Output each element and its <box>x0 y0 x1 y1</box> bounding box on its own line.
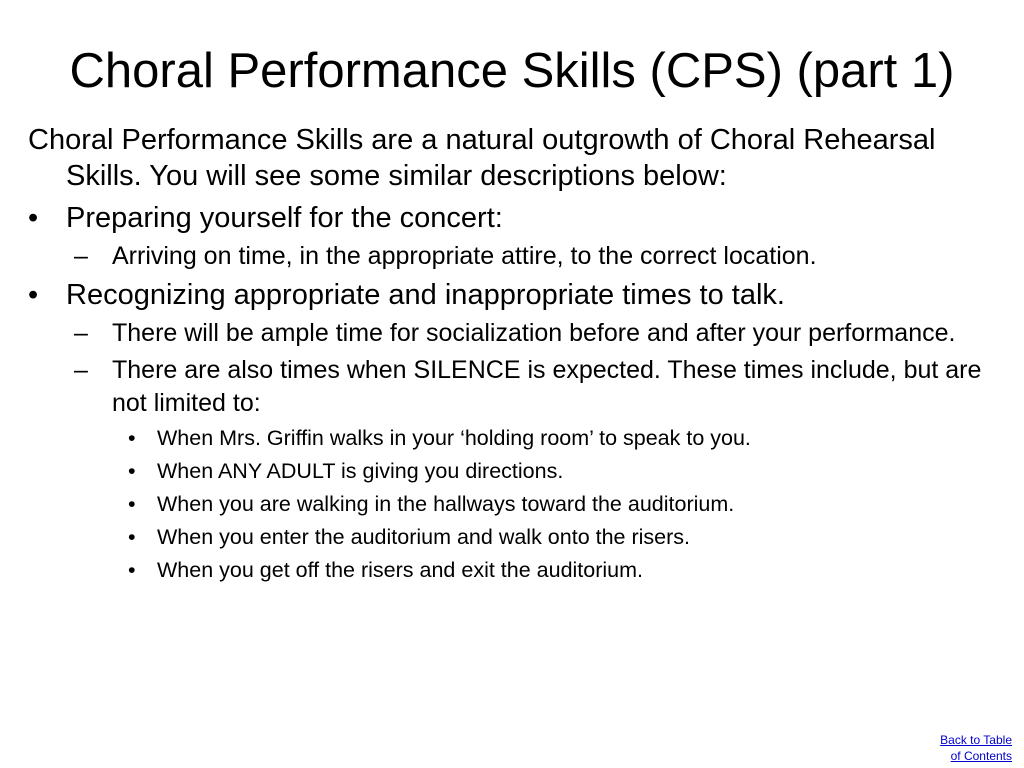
bullet-text: Recognizing appropriate and inappropriate times to talk. <box>66 279 785 311</box>
toc-link-line2[interactable]: of Contents <box>950 749 1012 763</box>
dash-marker: – <box>74 242 88 270</box>
sub-sub-item-text: When you enter the auditorium and walk onto the risers. <box>157 525 691 549</box>
sub-item <box>28 354 998 420</box>
sub-sub-item <box>28 490 998 519</box>
sub-sub-item <box>28 457 998 486</box>
bullet-item <box>28 277 998 313</box>
sub-item-text: There are also times when SILENCE is expected. These times include, but are not limited to: <box>112 356 982 417</box>
bullet-marker: • <box>128 459 136 483</box>
bullet-marker: • <box>128 492 136 516</box>
bullet-marker: • <box>28 279 39 311</box>
bullet-marker: • <box>128 525 136 549</box>
sub-item <box>28 317 998 350</box>
sub-sub-item-text: When Mrs. Griffin walks in your ‘holding room’ to speak to you. <box>157 426 751 450</box>
sub-sub-item <box>28 523 998 552</box>
sub-item-text: There will be ample time for socialization before and after your performance. <box>112 319 956 347</box>
sub-item <box>28 240 998 273</box>
bullet-marker: • <box>128 426 136 450</box>
sub-sub-item-text: When you are walking in the hallways toward the auditorium. <box>157 492 735 516</box>
bullet-item <box>28 200 998 236</box>
sub-sub-item <box>28 556 998 585</box>
dash-marker: – <box>74 356 88 384</box>
slide-title: Choral Performance Skills (CPS) (part 1) <box>69 44 955 98</box>
dash-marker: – <box>74 319 88 347</box>
toc-link-line1[interactable]: Back to Table <box>940 733 1012 747</box>
slide-body <box>28 122 998 589</box>
back-to-toc-link[interactable] <box>940 732 1012 764</box>
bullet-marker: • <box>128 558 136 582</box>
bullet-marker: • <box>28 202 39 234</box>
sub-sub-item-text: When you get off the risers and exit the auditorium. <box>157 558 644 582</box>
bullet-text: Preparing yourself for the concert: <box>66 202 503 234</box>
intro-paragraph: Choral Performance Skills are a natural outgrowth of Choral Rehearsal Skills. You will see some similar descriptions below: <box>28 124 936 192</box>
sub-sub-item-text: When ANY ADULT is giving you directions. <box>157 459 564 483</box>
sub-sub-item <box>28 424 998 453</box>
sub-item-text: Arriving on time, in the appropriate attire, to the correct location. <box>112 242 817 270</box>
